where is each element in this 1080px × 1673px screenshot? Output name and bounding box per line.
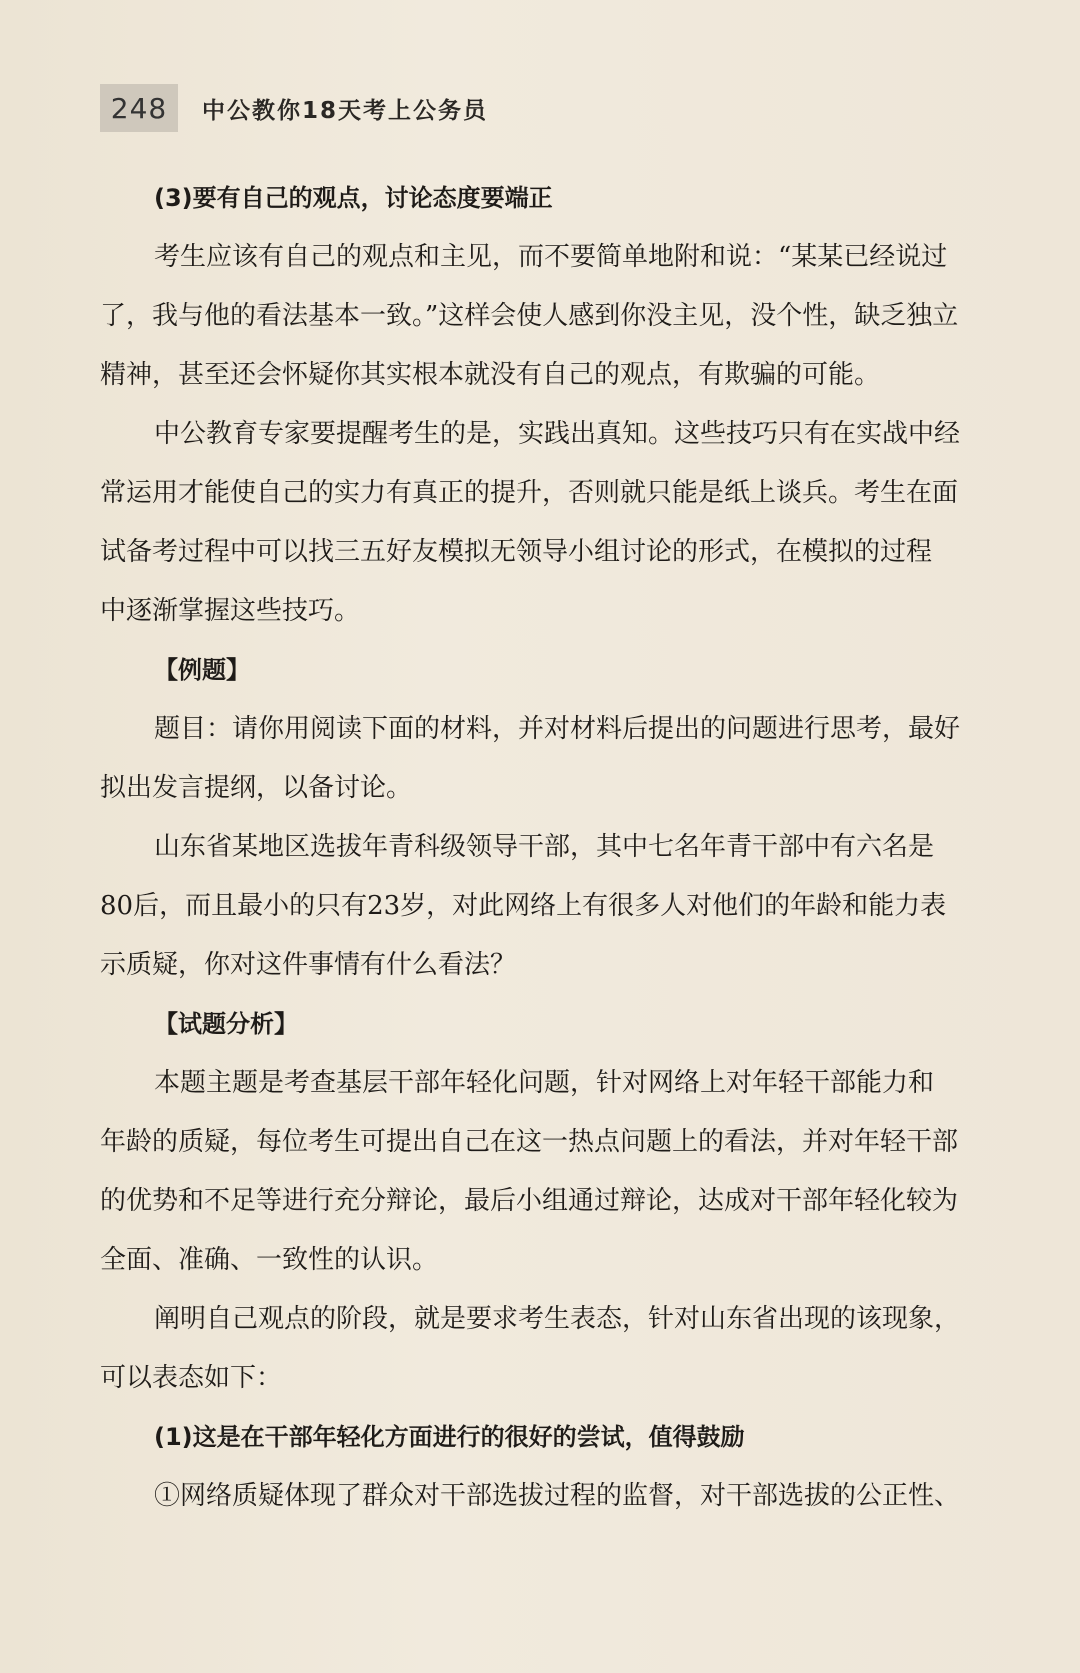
- paragraph-line: 了，我与他的看法基本一致。”这样会使人感到你没主见，没个性，缺乏独立: [100, 301, 959, 331]
- section-heading-1: (1)这是在干部年轻化方面进行的很好的尝试，值得鼓励: [154, 1423, 745, 1451]
- paragraph-line: 全面、准确、一致性的认识。: [100, 1245, 439, 1275]
- paragraph-line: 题目：请你用阅读下面的材料，并对材料后提出的问题进行思考，最好: [154, 714, 961, 744]
- paragraph-line: 精神，甚至还会怀疑你其实根本就没有自己的观点，有欺骗的可能。: [100, 360, 881, 390]
- paragraph-line: 中公教育专家要提醒考生的是，实践出真知。这些技巧只有在实战中经: [154, 419, 961, 449]
- page-number: 248: [100, 84, 178, 132]
- example-tag: 【例题】: [154, 656, 250, 684]
- paragraph-line: 试备考过程中可以找三五好友模拟无领导小组讨论的形式，在模拟的过程: [100, 537, 933, 567]
- paragraph-line: 本题主题是考查基层干部年轻化问题，针对网络上对年轻干部能力和: [154, 1068, 935, 1098]
- paragraph-line: ①网络质疑体现了群众对干部选拔过程的监督，对干部选拔的公正性、: [154, 1481, 961, 1511]
- paragraph-line: 示质疑，你对这件事情有什么看法？: [100, 950, 517, 980]
- paragraph-line: 山东省某地区选拔年青科级领导干部，其中七名年青干部中有六名是: [154, 832, 935, 862]
- analysis-tag: 【试题分析】: [154, 1010, 298, 1038]
- paragraph-line: 拟出发言提纲，以备讨论。: [100, 773, 413, 803]
- paragraph-line: 年龄的质疑，每位考生可提出自己在这一热点问题上的看法，并对年轻干部: [100, 1127, 959, 1157]
- paragraph-line: 常运用才能使自己的实力有真正的提升，否则就只能是纸上谈兵。考生在面: [100, 478, 959, 508]
- paragraph-line: 的优势和不足等进行充分辩论，最后小组通过辩论，达成对干部年轻化较为: [100, 1186, 959, 1216]
- paragraph-line: 考生应该有自己的观点和主见，而不要简单地附和说：“某某已经说过: [154, 242, 948, 272]
- book-title: 中公教你18天考上公务员: [202, 97, 489, 124]
- paragraph-line: 阐明自己观点的阶段，就是要求考生表态，针对山东省出现的该现象，: [154, 1304, 961, 1334]
- paragraph-line: 可以表态如下：: [100, 1363, 283, 1393]
- paragraph-line: 中逐渐掌握这些技巧。: [100, 596, 361, 626]
- section-heading-3: (3)要有自己的观点，讨论态度要端正: [154, 184, 553, 212]
- paragraph-line: 80后，而且最小的只有23岁，对此网络上有很多人对他们的年龄和能力表: [100, 891, 947, 921]
- page-header: [100, 83, 488, 133]
